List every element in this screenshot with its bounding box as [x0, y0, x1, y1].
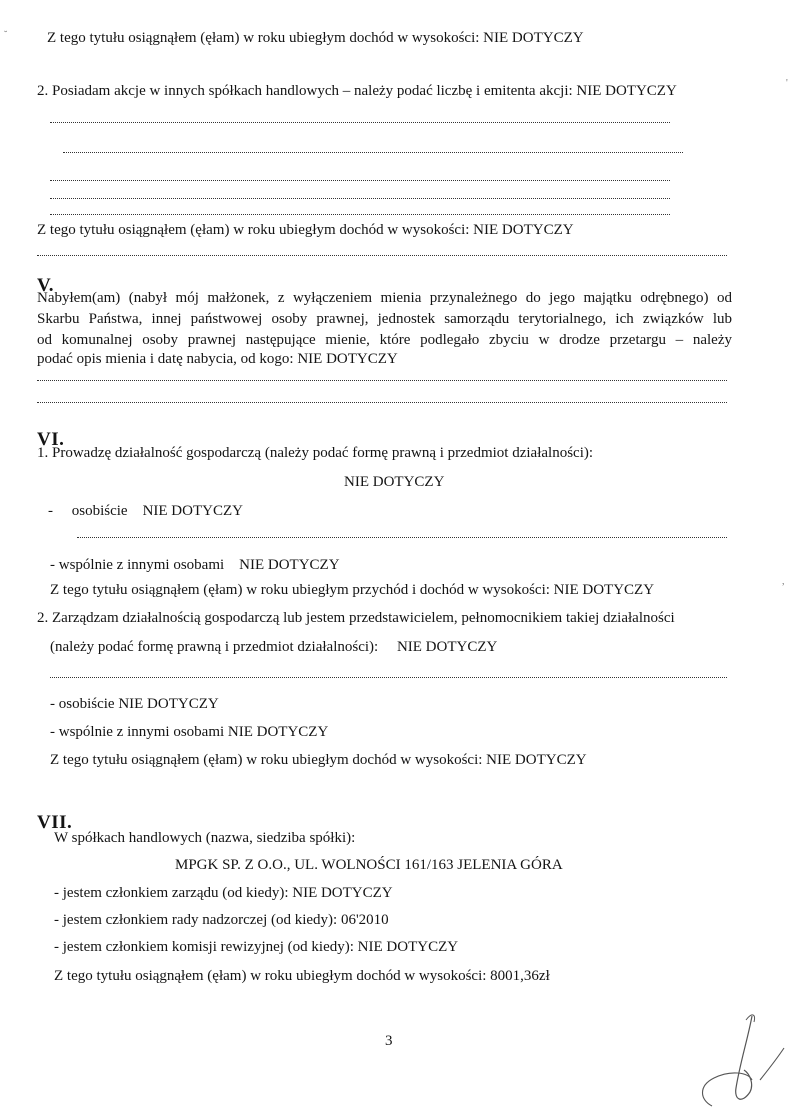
section-vi-jointly2: - wspólnie z innymi osobami NIE DOTYCZY — [50, 724, 329, 740]
fill-line — [50, 198, 670, 199]
fill-line — [37, 255, 727, 256]
section-iv-p1-income: Z tego tytułu osiągnąłem (ęłam) w roku ubiegłym dochód w wysokości: NIE DOTYCZY — [47, 30, 584, 46]
fill-line — [37, 380, 727, 381]
section-vi-p2-line1: 2. Zarządzam działalnością gospodarczą lub jestem przedstawicielem, pełnomocnikiem takiej działalności — [37, 610, 675, 626]
fill-line — [77, 537, 727, 538]
section-vii-supervisory: - jestem członkiem rady nadzorczej (od kiedy): 06'2010 — [54, 912, 389, 928]
section-vii-heading: VII. — [37, 812, 73, 833]
section-vi-p1: 1. Prowadzę działalność gospodarczą (należy podać formę prawną i przedmiot działalności): — [37, 445, 594, 461]
section-vii-board: - jestem członkiem zarządu (od kiedy): NIE DOTYCZY — [54, 885, 393, 901]
fill-line — [50, 677, 727, 678]
scan-speck: ' — [786, 78, 788, 89]
section-iv-p2: 2. Posiadam akcje w innych spółkach handlowych – należy podać liczbę i emitenta akcji: NIE DOTYCZY — [37, 83, 677, 99]
fill-line — [63, 152, 683, 153]
section-vii-company: MPGK SP. Z O.O., UL. WOLNOŚCI 161/163 JELENIA GÓRA — [175, 857, 563, 873]
fill-line — [50, 214, 670, 215]
fill-line — [37, 402, 727, 403]
section-vii-audit: - jestem członkiem komisji rewizyjnej (od kiedy): NIE DOTYCZY — [54, 939, 459, 955]
section-v-line: podać opis mienia i datę nabycia, od kogo: NIE DOTYCZY — [37, 351, 398, 367]
section-vi-p1-answer: NIE DOTYCZY — [344, 474, 445, 490]
section-v-line: Skarbu Państwa, innej państwowej osoby prawnej, jednostek samorządu terytorialnego, ich związków lub — [37, 311, 732, 327]
section-vii-income: Z tego tytułu osiągnąłem (ęłam) w roku ubiegłym dochód w wysokości: 8001,36zł — [54, 968, 550, 984]
fill-line — [50, 180, 670, 181]
section-vi-p2-income: Z tego tytułu osiągnąłem (ęłam) w roku ubiegłym dochód w wysokości: NIE DOTYCZY — [50, 752, 587, 768]
page-number: 3 — [385, 1033, 393, 1049]
section-v-line: od komunalnej osoby prawnej następujące mienie, które podlegało zbyciu w drodze przetargu – należy — [37, 332, 732, 348]
section-vii-intro: W spółkach handlowych (nazwa, siedziba spółki): — [54, 830, 356, 846]
scan-speck: ˘ — [4, 30, 8, 41]
section-vi-p2-line2: (należy podać formę prawną i przedmiot działalności): NIE DOTYCZY — [50, 639, 498, 655]
scan-speck: , — [782, 576, 785, 587]
section-vi-p1-income: Z tego tytułu osiągnąłem (ęłam) w roku ubiegłym przychód i dochód w wysokości: NIE DOTYCZY — [50, 582, 655, 598]
handwritten-signature — [690, 1008, 800, 1108]
section-v-line: Nabyłem(am) (nabył mój małżonek, z wyłączeniem mienia przynależnego do jego majątku odrębnego) od — [37, 290, 732, 306]
section-vi-personal: - osobiście NIE DOTYCZY — [48, 503, 243, 519]
section-v-heading: V. — [37, 275, 55, 296]
section-vi-jointly: - wspólnie z innymi osobami NIE DOTYCZY — [50, 557, 340, 573]
section-iv-p2-income: Z tego tytułu osiągnąłem (ęłam) w roku ubiegłym dochód w wysokości: NIE DOTYCZY — [37, 222, 574, 238]
section-vi-personal2: - osobiście NIE DOTYCZY — [50, 696, 219, 712]
fill-line — [50, 122, 670, 123]
section-vi-heading: VI. — [37, 429, 65, 450]
